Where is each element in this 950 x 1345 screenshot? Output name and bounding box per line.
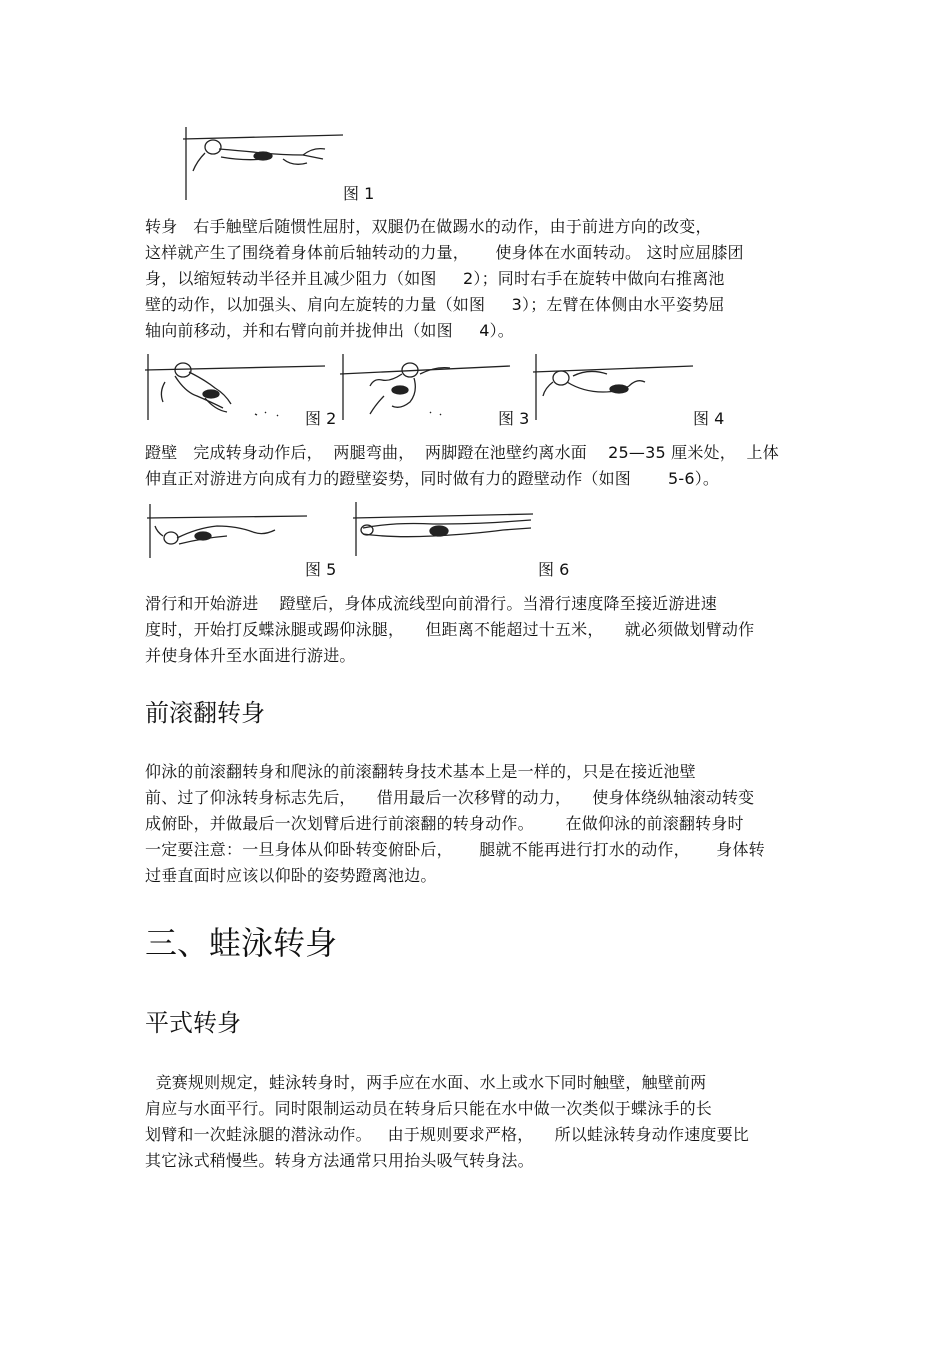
paragraph-push-line-1: 蹬壁 完成转身动作后， 两腿弯曲， 两脚蹬在池壁约离水面 25—35 厘米处， 上体 — [145, 443, 779, 462]
heading-flat-turn: 平式转身 — [145, 1009, 241, 1037]
paragraph-flip-line-1: 仰泳的前滚翻转身和爬泳的前滚翻转身技术基本上是一样的，只是在接近池壁 — [145, 762, 696, 781]
figure-6-caption: 图 6 — [538, 560, 570, 579]
paragraph-flat-line-2: 肩应与水面平行。同时限制运动员在转身后只能在水中做一次类似于蝶泳手的长 — [145, 1099, 713, 1118]
paragraph-glide-line-2: 度时，开始打反蝶泳腿或踢仰泳腿， 但距离不能超过十五米， 就必须做划臂动作 — [145, 620, 755, 639]
heading-forward-roll-turn: 前滚翻转身 — [145, 699, 265, 727]
figure-3-caption: 图 3 — [498, 409, 530, 428]
figure-1-caption: 图 1 — [343, 184, 375, 203]
paragraph-turn-line-2: 这样就产生了围绕着身体前后轴转动的力量， 使身体在水面转动。 这时应屈膝团 — [145, 243, 744, 262]
figure-5-caption: 图 5 — [305, 560, 337, 579]
figure-4-illustration — [533, 352, 698, 422]
heading-breaststroke-turn: 三、蛙泳转身 — [145, 924, 338, 962]
figure-4-caption: 图 4 — [693, 409, 725, 428]
paragraph-turn-line-1: 转身 右手触壁后随惯性屈肘，双腿仍在做踢水的动作，由于前进方向的改变， — [145, 217, 712, 236]
figure-5-illustration — [147, 502, 312, 562]
paragraph-glide-line-1: 滑行和开始游进 蹬壁后，身体成流线型向前滑行。当滑行速度降至接近游进速 — [145, 594, 717, 613]
paragraph-turn-line-5: 轴向前移动，并和右臂向前并拢伸出（如图 4）。 — [145, 321, 515, 340]
paragraph-push-line-2: 伸直正对游进方向成有力的蹬壁姿势，同时做有力的蹬壁动作（如图 5-6）。 — [145, 469, 720, 488]
figure-2-illustration — [145, 352, 330, 422]
paragraph-turn-line-4: 壁的动作，以加强头、肩向左旋转的力量（如图 3）；左臂在体侧由水平姿势屈 — [145, 295, 725, 314]
figure-6-illustration — [353, 500, 538, 560]
figure-2-caption: 图 2 — [305, 409, 337, 428]
paragraph-glide-line-3: 并使身体升至水面进行游进。 — [145, 646, 356, 665]
paragraph-flip-line-3: 成俯卧，并做最后一次划臂后进行前滚翻的转身动作。 在做仰泳的前滚翻转身时 — [145, 814, 744, 833]
paragraph-turn-line-3: 身，以缩短转动半径并且减少阻力（如图 2）；同时右手在旋转中做向右推离池 — [145, 269, 725, 288]
figure-1-illustration — [183, 125, 348, 203]
paragraph-flat-line-1: 竞赛规则规定，蛙泳转身时，两手应在水面、水上或水下同时触壁，触壁前两 — [145, 1073, 707, 1092]
paragraph-flat-line-4: 其它泳式稍慢些。转身方法通常只用抬头吸气转身法。 — [145, 1151, 534, 1170]
paragraph-flat-line-3: 划臂和一次蛙泳腿的潜泳动作。 由于规则要求严格， 所以蛙泳转身动作速度要比 — [145, 1125, 750, 1144]
figure-3-illustration — [340, 352, 515, 422]
paragraph-flip-line-2: 前、过了仰泳转身标志先后， 借用最后一次移臂的动力， 使身体绕纵轴滚动转变 — [145, 788, 755, 807]
paragraph-flip-line-4: 一定要注意：一旦身体从仰卧转变俯卧后， 腿就不能再进行打水的动作， 身体转 — [145, 840, 765, 859]
paragraph-flip-line-5: 过垂直面时应该以仰卧的姿势蹬离池边。 — [145, 866, 437, 885]
